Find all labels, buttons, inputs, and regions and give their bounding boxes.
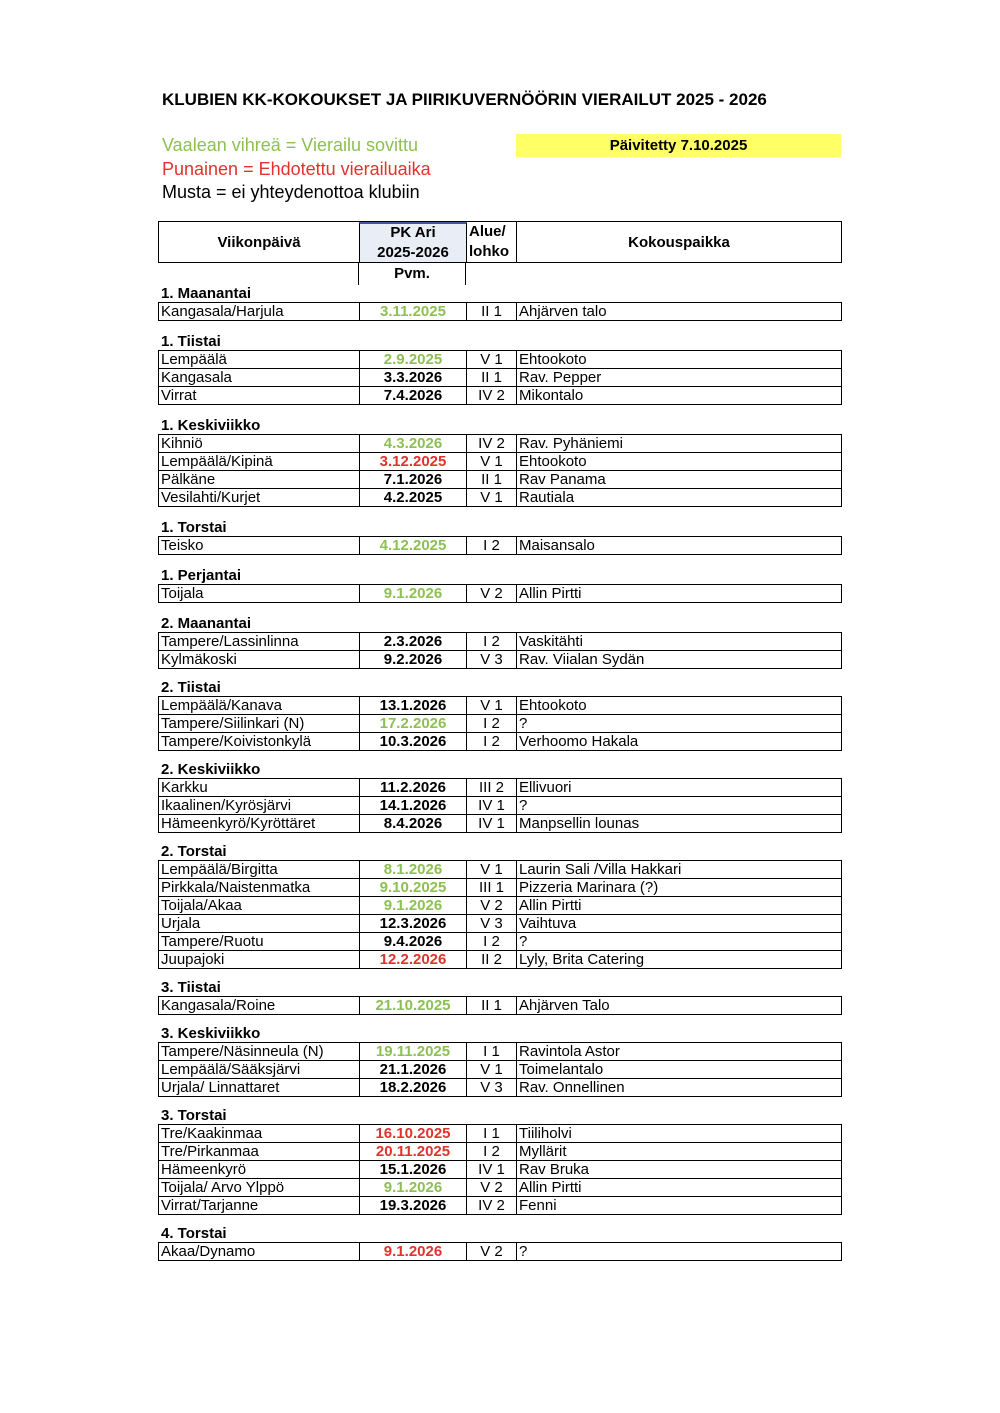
club-cell: Kylmäkoski	[161, 651, 237, 668]
section-title: 2. Torstai	[161, 843, 227, 860]
header-place: Kokouspaikka	[516, 222, 841, 262]
weekday-section	[158, 519, 842, 555]
place-cell: Ahjärven Talo	[516, 997, 841, 1014]
table-row	[159, 633, 841, 650]
date-cell: 4.3.2026	[359, 435, 467, 452]
table-row	[159, 1125, 841, 1142]
club-cell: Tre/Kaakinmaa	[161, 1125, 263, 1142]
header-pk-line1: PK Ari	[390, 224, 436, 241]
area-cell: IV 1	[478, 1161, 505, 1178]
area-cell: V 2	[480, 897, 503, 914]
club-cell: Karkku	[161, 779, 208, 796]
table-row	[159, 368, 841, 386]
table-row	[159, 714, 841, 732]
table-row	[159, 470, 841, 488]
club-cell: Ikaalinen/Kyrösjärvi	[161, 797, 292, 814]
table-row	[159, 796, 841, 814]
date-cell: 3.3.2026	[359, 369, 467, 386]
area-cell: III 2	[478, 779, 504, 796]
place-cell: ?	[516, 1243, 841, 1260]
club-cell: Lempäälä/Sääksjärvi	[161, 1061, 301, 1078]
date-cell: 2.9.2025	[359, 351, 467, 368]
date-cell: 7.1.2026	[359, 471, 467, 488]
weekday-section	[158, 417, 842, 507]
area-cell: V 1	[480, 489, 503, 506]
table-row	[159, 932, 841, 950]
club-cell: Tampere/Lassinlinna	[161, 633, 299, 650]
area-cell: I 1	[483, 1043, 500, 1060]
page-title: KLUBIEN KK-KOKOUKSET JA PIIRIKUVERNÖÖRIN VIERAILUT 2025 - 2026	[162, 90, 767, 109]
club-cell: Pälkäne	[161, 471, 216, 488]
header-area-line2: lohko	[469, 243, 509, 260]
area-cell: I 2	[483, 537, 500, 554]
table-row	[159, 1043, 841, 1060]
date-cell: 4.12.2025	[359, 537, 467, 554]
place-cell: Fenni	[516, 1197, 841, 1214]
weekday-section	[158, 615, 842, 669]
date-cell: 12.2.2026	[359, 951, 467, 968]
club-cell: Akaa/Dynamo	[161, 1243, 256, 1260]
table-row	[159, 1078, 841, 1096]
club-cell: Urjala/ Linnattaret	[161, 1079, 280, 1096]
area-cell: V 1	[480, 453, 503, 470]
section-title: 1. Maanantai	[161, 285, 252, 302]
table-row	[159, 1178, 841, 1196]
place-cell: Ehtookoto	[516, 697, 841, 714]
club-cell: Lempäälä/Birgitta	[161, 861, 278, 878]
place-cell: Rav. Onnellinen	[516, 1079, 841, 1096]
date-cell: 9.2.2026	[359, 651, 467, 668]
place-cell: Rav Bruka	[516, 1161, 841, 1178]
area-cell: II 1	[481, 997, 502, 1014]
section-title: 1. Keskiviikko	[161, 417, 261, 434]
table-row	[159, 861, 841, 878]
area-cell: II 1	[481, 471, 502, 488]
section-rows	[158, 632, 842, 669]
section-title: 1. Tiistai	[161, 333, 221, 350]
section-title: 2. Keskiviikko	[161, 761, 261, 778]
updated-date-badge: Päivitetty 7.10.2025	[516, 134, 841, 157]
date-cell: 13.1.2026	[359, 697, 467, 714]
weekday-section	[158, 1225, 842, 1261]
area-cell: I 2	[483, 633, 500, 650]
date-cell: 3.12.2025	[359, 453, 467, 470]
area-cell: V 3	[480, 1079, 503, 1096]
weekday-section	[158, 1025, 842, 1097]
weekday-section	[158, 333, 842, 405]
club-cell: Kihniö	[161, 435, 203, 452]
club-cell: Virrat/Tarjanne	[161, 1197, 259, 1214]
area-cell: IV 1	[478, 797, 505, 814]
place-cell: ?	[516, 797, 841, 814]
area-cell: V 3	[480, 651, 503, 668]
place-cell: Ehtookoto	[516, 453, 841, 470]
date-cell: 9.1.2026	[359, 585, 467, 602]
weekday-section	[158, 285, 842, 321]
place-cell: ?	[516, 715, 841, 732]
area-cell: I 2	[483, 1143, 500, 1160]
area-cell: IV 1	[478, 815, 505, 832]
section-title: 3. Tiistai	[161, 979, 221, 996]
place-cell: Toimelantalo	[516, 1061, 841, 1078]
table-row	[159, 1142, 841, 1160]
section-rows	[158, 1042, 842, 1097]
table-row	[159, 585, 841, 602]
date-cell: 10.3.2026	[359, 733, 467, 750]
club-cell: Toijala/ Arvo Ylppö	[161, 1179, 285, 1196]
table-header	[158, 221, 842, 263]
table-row	[159, 351, 841, 368]
place-cell: Tiiliholvi	[516, 1125, 841, 1142]
section-rows	[158, 536, 842, 555]
club-cell: Lempäälä/Kipinä	[161, 453, 273, 470]
area-cell: I 2	[483, 733, 500, 750]
area-cell: I 1	[483, 1125, 500, 1142]
club-cell: Toijala/Akaa	[161, 897, 242, 914]
weekday-section	[158, 679, 842, 751]
club-cell: Tampere/Ruotu	[161, 933, 264, 950]
place-cell: Ellivuori	[516, 779, 841, 796]
header-pvm: Pvm.	[358, 263, 466, 285]
area-cell: III 1	[478, 879, 504, 896]
area-cell: IV 2	[478, 435, 505, 452]
place-cell: Ehtookoto	[516, 351, 841, 368]
date-cell: 2.3.2026	[359, 633, 467, 650]
club-cell: Urjala	[161, 915, 201, 932]
club-cell: Kangasala	[161, 369, 232, 386]
section-title: 3. Torstai	[161, 1107, 227, 1124]
club-cell: Tampere/Siilinkari (N)	[161, 715, 305, 732]
weekday-section	[158, 979, 842, 1015]
place-cell: ?	[516, 933, 841, 950]
header-area	[467, 222, 516, 262]
club-cell: Toijala	[161, 585, 204, 602]
area-cell: IV 2	[478, 387, 505, 404]
place-cell: Rav. Pyhäniemi	[516, 435, 841, 452]
place-cell: Rautiala	[516, 489, 841, 506]
table-row	[159, 488, 841, 506]
legend-green: Vaalean vihreä = Vierailu sovittu	[162, 135, 418, 155]
date-cell: 9.1.2026	[359, 1179, 467, 1196]
header-pk	[359, 222, 467, 262]
area-cell: V 2	[480, 585, 503, 602]
area-cell: I 2	[483, 933, 500, 950]
table-row	[159, 697, 841, 714]
date-cell: 19.11.2025	[359, 1043, 467, 1060]
date-cell: 9.10.2025	[359, 879, 467, 896]
table-row	[159, 896, 841, 914]
table-row	[159, 452, 841, 470]
club-cell: Kangasala/Roine	[161, 997, 276, 1014]
table-row	[159, 435, 841, 452]
area-cell: V 1	[480, 351, 503, 368]
place-cell: Mikontalo	[516, 387, 841, 404]
section-rows	[158, 996, 842, 1015]
area-cell: V 2	[480, 1243, 503, 1260]
place-cell: Manpsellin lounas	[516, 815, 841, 832]
area-cell: V 3	[480, 915, 503, 932]
table-row	[159, 1243, 841, 1260]
date-cell: 8.1.2026	[359, 861, 467, 878]
date-cell: 11.2.2026	[359, 779, 467, 796]
section-title: 2. Maanantai	[161, 615, 252, 632]
area-cell: II 2	[481, 951, 502, 968]
place-cell: Rav Panama	[516, 471, 841, 488]
date-cell: 16.10.2025	[359, 1125, 467, 1142]
section-rows	[158, 860, 842, 969]
table-row	[159, 914, 841, 932]
area-cell: I 2	[483, 715, 500, 732]
club-cell: Teisko	[161, 537, 204, 554]
date-cell: 12.3.2026	[359, 915, 467, 932]
header-area-line1: Alue/	[469, 223, 506, 240]
date-cell: 20.11.2025	[359, 1143, 467, 1160]
club-cell: Hämeenkyrö	[161, 1161, 247, 1178]
table-row	[159, 814, 841, 832]
area-cell: IV 2	[478, 1197, 505, 1214]
section-rows	[158, 584, 842, 603]
place-cell: Ravintola Astor	[516, 1043, 841, 1060]
section-title: 3. Keskiviikko	[161, 1025, 261, 1042]
table-row	[159, 950, 841, 968]
table-row	[159, 997, 841, 1014]
table-row	[159, 1060, 841, 1078]
sections-container	[158, 285, 842, 1261]
section-rows	[158, 778, 842, 833]
date-cell: 17.2.2026	[359, 715, 467, 732]
header-pvm-row	[158, 263, 842, 285]
section-title: 2. Tiistai	[161, 679, 221, 696]
club-cell: Tampere/Koivistonkylä	[161, 733, 312, 750]
date-cell: 7.4.2026	[359, 387, 467, 404]
date-cell: 4.2.2025	[359, 489, 467, 506]
header-weekday: Viikonpäivä	[217, 233, 301, 251]
table-row	[159, 732, 841, 750]
date-cell: 9.1.2026	[359, 1243, 467, 1260]
place-cell: Pizzeria Marinara (?)	[516, 879, 841, 896]
section-rows	[158, 350, 842, 405]
club-cell: Pirkkala/Naistenmatka	[161, 879, 311, 896]
date-cell: 14.1.2026	[359, 797, 467, 814]
weekday-section	[158, 761, 842, 833]
table-row	[159, 1196, 841, 1214]
place-cell: Vaihtuva	[516, 915, 841, 932]
table-row	[159, 1160, 841, 1178]
date-cell: 15.1.2026	[359, 1161, 467, 1178]
table-row	[159, 537, 841, 554]
table-row	[159, 386, 841, 404]
section-rows	[158, 434, 842, 507]
club-cell: Hämeenkyrö/Kyröttäret	[161, 815, 316, 832]
club-cell: Tre/Pirkanmaa	[161, 1143, 259, 1160]
date-cell: 3.11.2025	[359, 303, 467, 320]
weekday-section	[158, 567, 842, 603]
date-cell: 8.4.2026	[359, 815, 467, 832]
table-row	[159, 303, 841, 320]
section-rows	[158, 696, 842, 751]
table-row	[159, 878, 841, 896]
area-cell: V 1	[480, 1061, 503, 1078]
section-rows	[158, 1242, 842, 1261]
area-cell: II 1	[481, 369, 502, 386]
weekday-section	[158, 843, 842, 969]
section-rows	[158, 1124, 842, 1215]
date-cell: 9.1.2026	[359, 897, 467, 914]
place-cell: Allin Pirtti	[516, 897, 841, 914]
club-cell: Lempäälä	[161, 351, 227, 368]
date-cell: 18.2.2026	[359, 1079, 467, 1096]
place-cell: Vaskitähti	[516, 633, 841, 650]
club-cell: Lempäälä/Kanava	[161, 697, 282, 714]
place-cell: Rav. Viialan Sydän	[516, 651, 841, 668]
place-cell: Laurin Sali /Villa Hakkari	[516, 861, 841, 878]
legend-red: Punainen = Ehdotettu vierailuaika	[162, 159, 431, 179]
place-cell: Rav. Pepper	[516, 369, 841, 386]
club-cell: Kangasala/Harjula	[161, 303, 284, 320]
area-cell: V 2	[480, 1179, 503, 1196]
area-cell: V 1	[480, 697, 503, 714]
table-row	[159, 779, 841, 796]
section-rows	[158, 302, 842, 321]
table-row	[159, 650, 841, 668]
area-cell: V 1	[480, 861, 503, 878]
place-cell: Allin Pirtti	[516, 585, 841, 602]
place-cell: Verhoomo Hakala	[516, 733, 841, 750]
place-cell: Maisansalo	[516, 537, 841, 554]
section-title: 1. Torstai	[161, 519, 227, 536]
place-cell: Lyly, Brita Catering	[516, 951, 841, 968]
area-cell: II 1	[481, 303, 502, 320]
club-cell: Juupajoki	[161, 951, 225, 968]
weekday-section	[158, 1107, 842, 1215]
legend-black: Musta = ei yhteydenottoa klubiin	[162, 182, 420, 202]
date-cell: 21.1.2026	[359, 1061, 467, 1078]
club-cell: Virrat	[161, 387, 197, 404]
date-cell: 9.4.2026	[359, 933, 467, 950]
date-cell: 19.3.2026	[359, 1197, 467, 1214]
section-title: 4. Torstai	[161, 1225, 227, 1242]
header-pk-line2: 2025-2026	[377, 244, 449, 261]
club-cell: Tampere/Näsinneula (N)	[161, 1043, 324, 1060]
schedule-table	[158, 221, 842, 1261]
place-cell: Ahjärven talo	[516, 303, 841, 320]
club-cell: Vesilahti/Kurjet	[161, 489, 261, 506]
section-title: 1. Perjantai	[161, 567, 242, 584]
place-cell: Allin Pirtti	[516, 1179, 841, 1196]
place-cell: Myllärit	[516, 1143, 841, 1160]
date-cell: 21.10.2025	[359, 997, 467, 1014]
